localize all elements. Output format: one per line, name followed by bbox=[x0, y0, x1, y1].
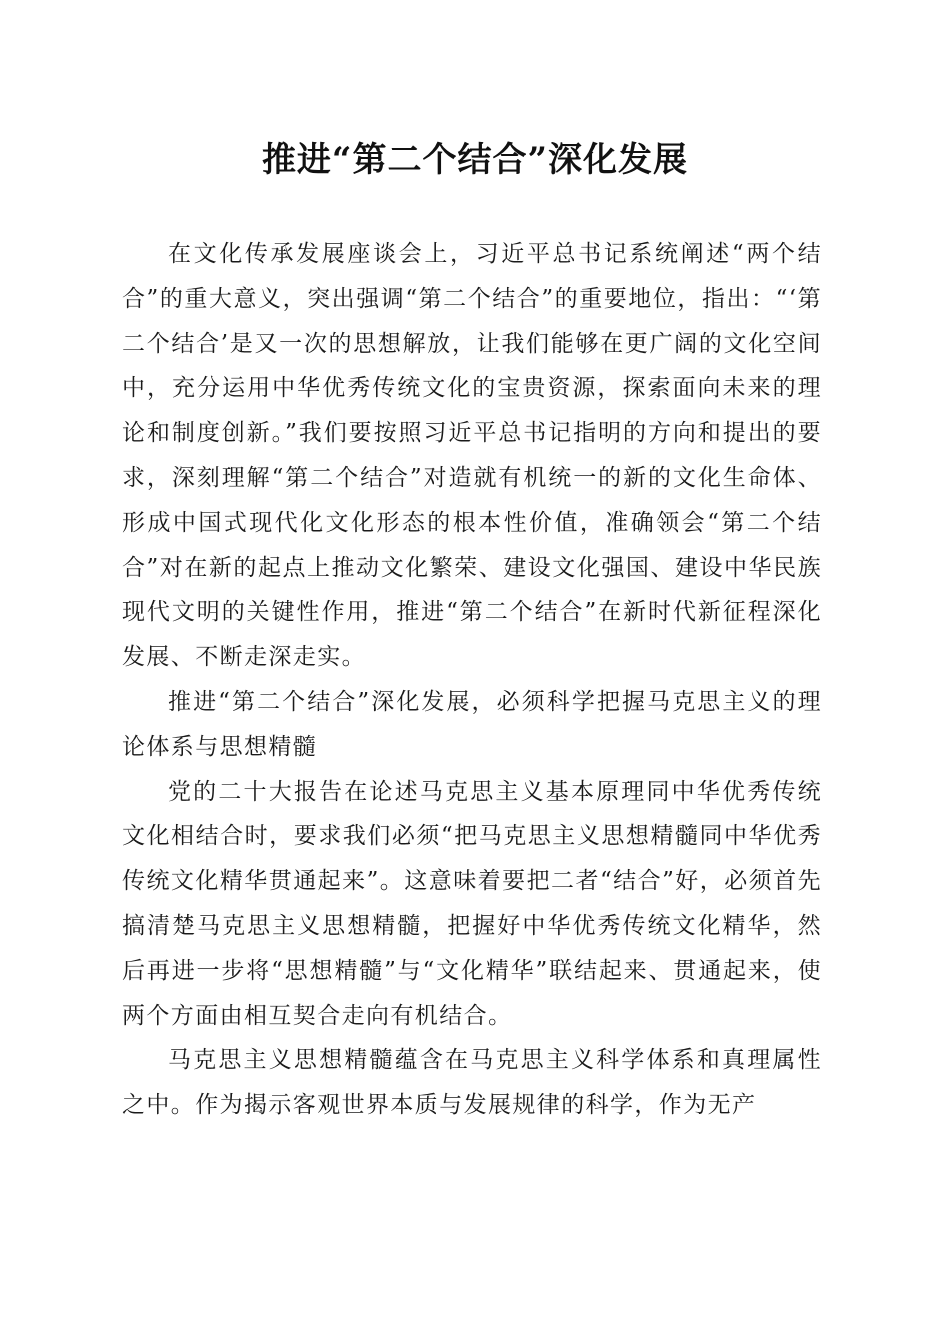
paragraph-marxism: 马克思主义思想精髓蕴含在马克思主义科学体系和真理属性之中。作为揭示客观世界本质与发展规律的科学，作为无产 bbox=[122, 1047, 822, 1119]
document-body bbox=[122, 232, 822, 1128]
paragraph-section-heading: 推进“第二个结合”深化发展，必须科学把握马克思主义的理论体系与思想精髓 bbox=[122, 688, 822, 760]
page-title: 推进“第二个结合”深化发展 bbox=[261, 140, 689, 180]
paragraph-intro: 在文化传承发展座谈会上，习近平总书记系统阐述“两个结合”的重大意义，突出强调“第二个结合”的重要地位，指出：“‘第二个结合’是又一次的思想解放，让我们能够在更广阔的文化空间中，充分运用中华优秀传统文化的宝贵资源，探索面向未来的理论和制度创新。”我们要按照习近平总书记指明的方向和提出的要求，深刻理解“第二个结合”对造就有机统一的新的文化生命体、形成中国式现代化文化形态的根本性价值，准确领会“第二个结合”对在新的起点上推动文化繁荣、建设文化强国、建设中华民族现代文明的关键性作用，推进“第二个结合”在新时代新征程深化发展、不断走深走实。 bbox=[122, 241, 822, 671]
paragraph-report: 党的二十大报告在论述马克思主义基本原理同中华优秀传统文化相结合时，要求我们必须“把马克思主义思想精髓同中华优秀传统文化精华贯通起来”。这意味着要把二者“结合”好，必须首先搞清楚马克思主义思想精髓，把握好中华优秀传统文化精华，然后再进一步将“思想精髓”与“文化精华”联结起来、贯通起来，使两个方面由相互契合走向有机结合。 bbox=[122, 778, 822, 1029]
